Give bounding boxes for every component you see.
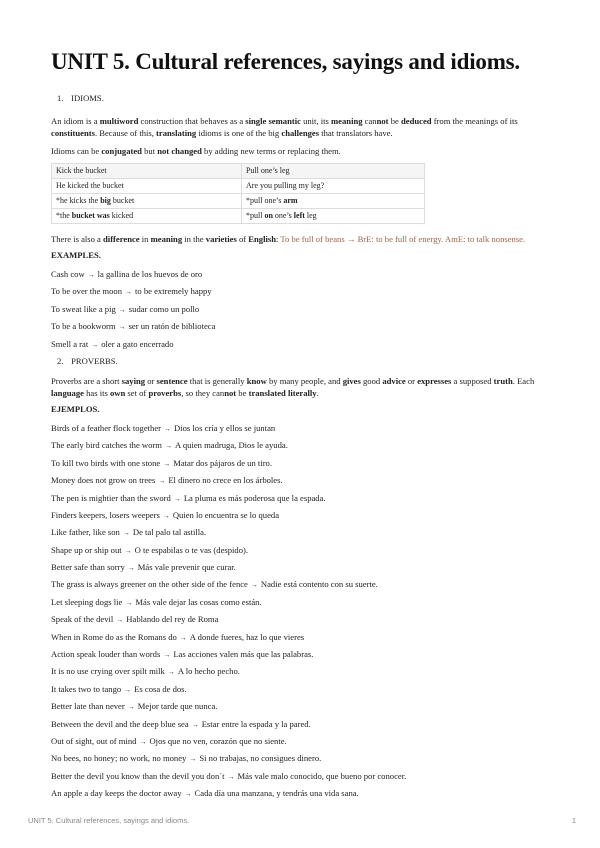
example-english: Let sleeping dogs lie xyxy=(51,596,123,607)
text-run: saying xyxy=(121,375,146,386)
arrow-icon: → xyxy=(167,668,175,677)
text-run: or xyxy=(405,375,418,386)
text-run: leg xyxy=(304,211,317,220)
example-english: It takes two to tango xyxy=(51,683,122,694)
example-item xyxy=(51,561,551,578)
text-run: by adding new terms or replacing them. xyxy=(201,146,341,156)
text-run: Idioms can be xyxy=(51,146,102,156)
example-spanish: la gallina de los huevos de oro xyxy=(97,269,203,279)
text-run: by many people, and xyxy=(266,375,343,386)
example-english: To be over the moon xyxy=(51,286,122,297)
arrow-icon: → xyxy=(122,529,130,538)
example-spanish: Quien lo encuentra se lo queda xyxy=(172,509,280,520)
idioms-definition xyxy=(51,115,551,139)
text-run: of xyxy=(236,234,249,244)
example-spanish: Cada día una manzana, y tendrás una vida sana. xyxy=(194,788,359,799)
example-item xyxy=(51,544,551,561)
arrow-icon: → xyxy=(125,598,133,607)
text-run: a supposed xyxy=(451,375,494,386)
text-run: be xyxy=(236,387,249,398)
table-cell xyxy=(242,194,425,209)
arrow-icon: → xyxy=(164,424,172,433)
example-item xyxy=(51,439,551,456)
example-english: The pen is mightier than the sword xyxy=(51,492,171,503)
ejemplos-heading: EJEMPLOS. xyxy=(51,403,100,414)
example-english: Out of sight, out of mind xyxy=(51,735,137,746)
arrow-icon: → xyxy=(191,720,199,729)
example-item xyxy=(51,787,551,804)
example-spanish: Más vale dejar las cosas como están. xyxy=(135,596,262,607)
text-run: . Each xyxy=(512,375,535,386)
idioms-table xyxy=(51,163,425,224)
example-english: To sweat like a pig xyxy=(51,303,116,314)
example-spanish: ser un ratón de biblioteca xyxy=(128,321,216,332)
example-item xyxy=(51,700,551,717)
text-run: , so they can xyxy=(181,387,225,398)
text-run: *the xyxy=(56,211,72,220)
text-run: conjugated xyxy=(101,146,142,156)
example-spanish: Más vale malo conocido, que bueno por conocer. xyxy=(237,770,407,781)
table-row xyxy=(52,194,425,209)
example-spanish: to be extremely happy xyxy=(135,286,212,297)
arrow-icon: → xyxy=(163,651,171,660)
example-spanish: Más vale prevenir que curar. xyxy=(137,562,236,573)
table-cell xyxy=(242,209,425,224)
document-body xyxy=(51,92,551,805)
text-run: one’s xyxy=(272,211,294,220)
example-spanish: Si no trabajas, no consigues dinero. xyxy=(199,753,322,764)
arrow-icon: → xyxy=(158,477,166,486)
text-run: He kicked the bucket xyxy=(56,181,124,190)
example-item xyxy=(51,526,551,543)
arrow-icon: → xyxy=(127,703,135,712)
example-item xyxy=(51,613,551,630)
example-english: Cash cow xyxy=(51,269,85,279)
example-english: Between the devil and the deep blue sea xyxy=(51,718,189,729)
text-run: be xyxy=(388,116,401,126)
text-run: truth xyxy=(493,375,513,386)
text-run: not changed xyxy=(157,146,202,156)
example-item xyxy=(51,752,551,769)
text-run: Are you pulling my leg? xyxy=(246,181,325,190)
text-run: kicked xyxy=(109,211,134,220)
text-run: idioms is one of the big xyxy=(196,128,282,138)
example-item xyxy=(51,718,551,735)
example-english: Money does not grow on trees xyxy=(51,475,156,486)
text-run: big xyxy=(100,196,111,205)
text-run: sentence xyxy=(156,375,188,386)
text-run: translated literally xyxy=(248,387,317,398)
text-run: To be full of beans → BrE: to be full of energy. AmE: to talk nonsense. xyxy=(280,234,526,244)
text-run: advice xyxy=(382,375,406,386)
text-run: Proverbs are a short xyxy=(51,375,122,386)
text-run: . Because of this, xyxy=(94,128,157,138)
text-run: An idiom is a xyxy=(51,116,100,126)
text-run: meaning xyxy=(150,234,183,244)
idiom-examples-list xyxy=(51,268,551,355)
table-cell xyxy=(52,179,242,194)
example-english: Like father, like son xyxy=(51,527,120,538)
example-item xyxy=(51,492,551,509)
arrow-icon: → xyxy=(164,442,172,451)
example-english: Action speak louder than words xyxy=(51,649,161,660)
arrow-icon: → xyxy=(163,459,171,468)
arrow-icon: → xyxy=(179,633,187,642)
table-cell xyxy=(242,164,425,179)
text-run: from the meanings of its xyxy=(431,116,518,126)
example-spanish: Estar entre la espada y la pared. xyxy=(201,718,311,729)
text-run: has its xyxy=(83,387,110,398)
text-run: translating xyxy=(156,128,197,138)
arrow-icon: → xyxy=(87,271,95,279)
text-run: : xyxy=(275,234,281,244)
example-item xyxy=(51,665,551,682)
example-item xyxy=(51,474,551,491)
text-run: *he kicks the xyxy=(56,196,101,205)
text-run: proverbs xyxy=(148,387,182,398)
text-run: gives xyxy=(342,375,361,386)
example-item xyxy=(51,457,551,474)
example-item xyxy=(51,735,551,752)
table-cell xyxy=(52,164,242,179)
example-english: Birds of a feather flock together xyxy=(51,422,162,433)
arrow-icon: → xyxy=(125,288,132,297)
table-cell xyxy=(242,179,425,194)
text-run: arm xyxy=(283,196,298,205)
example-english: No bees, no honey; no work, no money xyxy=(51,753,187,764)
text-run: expresses xyxy=(417,375,452,386)
example-spanish: Es cosa de dos. xyxy=(134,683,187,694)
page-number: 1 xyxy=(571,816,576,825)
table-row xyxy=(52,164,425,179)
text-run: bucket xyxy=(110,196,135,205)
example-spanish: A lo hecho pecho. xyxy=(177,666,240,677)
example-english: Better the devil you know than the devil you don´t xyxy=(51,770,225,781)
text-run: Pull one’s leg xyxy=(246,166,290,175)
text-run: *pull one’s xyxy=(246,196,284,205)
example-english: It is no use crying over spilt milk xyxy=(51,666,165,677)
text-run: single semantic xyxy=(245,116,301,126)
text-run: *pull xyxy=(246,211,265,220)
text-run: English xyxy=(248,234,276,244)
example-english: Shape up or ship out xyxy=(51,544,122,555)
example-english: Smell a rat xyxy=(51,338,89,349)
arrow-icon: → xyxy=(91,340,99,349)
example-item xyxy=(51,285,551,302)
arrow-icon: → xyxy=(227,772,235,781)
example-spanish: El dinero no crece en los árboles. xyxy=(168,475,283,486)
example-english: To kill two birds with one stone xyxy=(51,457,161,468)
example-item xyxy=(51,683,551,700)
section-number: 1. xyxy=(57,93,64,103)
example-english: The grass is always greener on the other side of the fence xyxy=(51,579,248,590)
text-run: constituents xyxy=(51,128,95,138)
arrow-icon: → xyxy=(184,790,192,799)
section-heading-proverbs xyxy=(57,355,551,367)
example-english: Better safe than sorry xyxy=(51,562,125,573)
example-item xyxy=(51,509,551,526)
example-spanish: La pluma es más poderosa que la espada. xyxy=(183,492,326,503)
arrow-icon: → xyxy=(189,755,197,764)
proverb-examples-list xyxy=(51,422,551,805)
example-english: An apple a day keeps the doctor away xyxy=(51,788,182,799)
example-english: When in Rome do as the Romans do xyxy=(51,631,177,642)
text-run: in xyxy=(139,234,151,244)
text-run: but xyxy=(141,146,158,156)
text-run: set of xyxy=(125,387,149,398)
text-run: difference xyxy=(103,234,140,244)
example-english: Better late than never xyxy=(51,701,125,712)
arrow-icon: → xyxy=(118,323,126,332)
example-spanish: Dios los cría y ellos se juntan xyxy=(174,422,276,433)
examples-heading: EXAMPLES. xyxy=(51,250,101,260)
page-title: UNIT 5. Cultural references, sayings and idioms. xyxy=(51,49,520,74)
example-english: Finders keepers, losers weepers xyxy=(51,509,160,520)
text-run: unit, its xyxy=(300,116,332,126)
text-run: in the xyxy=(182,234,206,244)
text-run: Kick the bucket xyxy=(56,166,107,175)
text-run: meaning xyxy=(331,116,363,126)
example-spanish: Mejor tarde que nunca. xyxy=(137,701,218,712)
text-run: on xyxy=(264,211,273,220)
text-run: multiword xyxy=(99,116,139,126)
example-spanish: O te espabilas o te vas (despido). xyxy=(134,544,249,555)
example-english: To be a bookworm xyxy=(51,321,116,332)
table-cell xyxy=(52,194,242,209)
example-spanish: oler a gato encerrado xyxy=(101,338,174,349)
example-item xyxy=(51,422,551,439)
example-spanish: A quien madruga, Dios le ayuda. xyxy=(174,440,288,451)
text-run: language xyxy=(51,387,84,398)
arrow-icon: → xyxy=(173,494,181,503)
proverbs-definition xyxy=(51,375,551,399)
text-run: know xyxy=(246,375,267,386)
section-heading-idioms xyxy=(57,92,551,104)
table-row xyxy=(52,209,425,224)
example-item xyxy=(51,648,551,665)
example-english: Speak of the devil xyxy=(51,614,114,625)
text-run: not xyxy=(224,387,237,398)
text-run: bucket was xyxy=(71,211,110,220)
arrow-icon: → xyxy=(124,546,132,555)
example-spanish: Nadie está contento con su suerte. xyxy=(260,579,378,590)
text-run: can xyxy=(362,116,377,126)
example-spanish: Matar dos pájaros de un tiro. xyxy=(173,457,273,468)
example-spanish: A donde fueres, haz lo que vieres xyxy=(189,631,305,642)
example-item xyxy=(51,596,551,613)
example-spanish: sudar como un pollo xyxy=(128,303,200,314)
section-number: 2. xyxy=(57,355,64,366)
text-run: good xyxy=(360,375,383,386)
text-run: left xyxy=(293,211,305,220)
text-run: that is generally xyxy=(187,375,247,386)
section-heading-text: PROVERBS. xyxy=(71,355,118,366)
example-item xyxy=(51,578,551,595)
example-item xyxy=(51,770,551,787)
arrow-icon: → xyxy=(118,305,126,314)
arrow-icon: → xyxy=(127,564,135,573)
example-item xyxy=(51,268,551,285)
text-run: own xyxy=(109,387,126,398)
text-run: deduced xyxy=(400,116,432,126)
arrow-icon: → xyxy=(250,581,258,590)
example-spanish: De tal palo tal astilla. xyxy=(132,527,207,538)
arrow-icon: → xyxy=(139,737,147,746)
example-spanish: Las acciones valen más que las palabras. xyxy=(173,649,314,660)
text-run: There is also a xyxy=(51,234,104,244)
text-run: construction that behaves as a xyxy=(138,116,246,126)
example-english: The early bird catches the worm xyxy=(51,440,162,451)
example-item xyxy=(51,320,551,337)
section-heading-text: IDIOMS. xyxy=(71,93,104,103)
table-row xyxy=(52,179,425,194)
text-run: challenges xyxy=(281,128,320,138)
text-run: not xyxy=(376,116,389,126)
example-item xyxy=(51,303,551,320)
example-item xyxy=(51,338,551,355)
text-run: varieties xyxy=(205,234,237,244)
example-spanish: Hablando del rey de Roma xyxy=(126,614,219,625)
text-run: or xyxy=(145,375,157,386)
footer-title: UNIT 5. Cultural references, sayings and idioms. xyxy=(28,816,190,825)
arrow-icon: → xyxy=(162,511,170,520)
text-run: that translators have. xyxy=(319,128,393,138)
page-footer xyxy=(28,816,576,825)
table-cell xyxy=(52,209,242,224)
example-spanish: Ojos que no ven, corazón que no siente. xyxy=(149,735,287,746)
text-run: . xyxy=(316,387,319,398)
arrow-icon: → xyxy=(124,685,132,694)
example-item xyxy=(51,631,551,648)
idioms-conjugation-note xyxy=(51,145,551,157)
idioms-varieties-note xyxy=(51,233,551,245)
arrow-icon: → xyxy=(116,616,124,625)
